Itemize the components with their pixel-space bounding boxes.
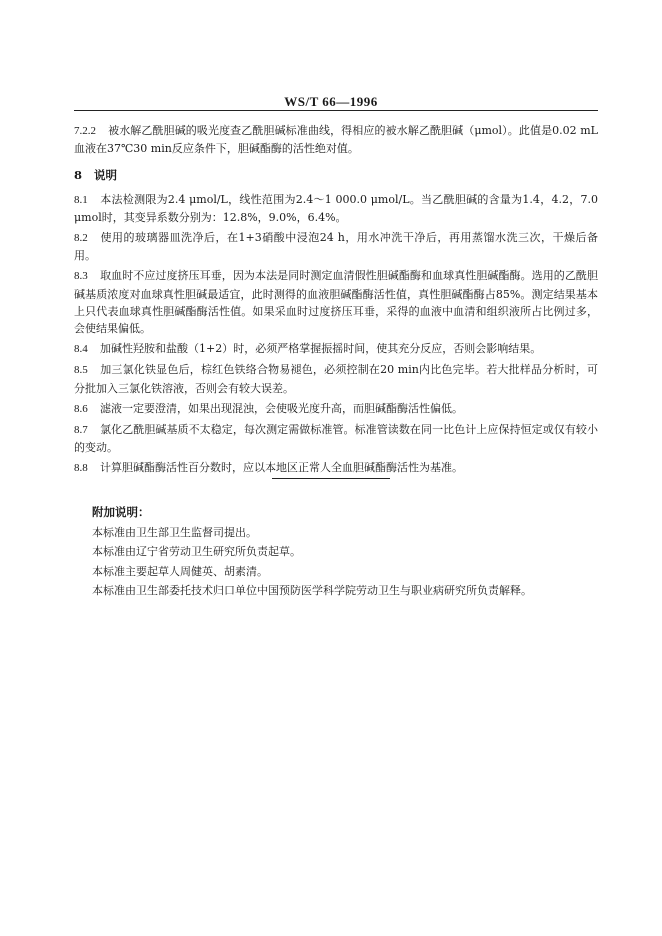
clause-8-2 [74, 229, 598, 264]
end-divider [272, 478, 390, 479]
document-body [74, 122, 598, 481]
appendix-notes [92, 503, 592, 601]
clause-text: 氯化乙酰胆碱基质不太稳定，每次测定需做标准管。标准管读数在同一比色计上应保持恒定或仅有较小的变动。 [74, 423, 598, 455]
clause-text: 计算胆碱酯酶活性百分数时，应以本地区正常人全血胆碱酯酶活性为基准。 [100, 461, 463, 475]
clause-number: 8.5 [74, 364, 88, 377]
clause-text: 被水解乙酰胆碱的吸光度查乙酰胆碱标准曲线，得相应的被水解乙酰胆碱（μmol）。此值是0.02 mL血液在37℃30 min反应条件下，胆碱酯酶的活性绝对值。 [74, 124, 598, 156]
clause-text: 取血时不应过度挤压耳垂，因为本法是同时测定血清假性胆碱酯酶和血球真性胆碱酯酶。选用的乙酰胆碱基质浓度对血球真性胆碱最适宜，此时测得的血液胆碱酯酶活性值，真性胆碱酯酶占85%。测定结果基本上只代表血球真性胆碱酯酶活性值。如果采血时过度挤压耳垂，采得的血液中血清和组织液所占比例过多，会使结果偏低。 [74, 269, 598, 336]
clause-number: 8.2 [74, 232, 88, 245]
clause-text: 本法检测限为2.4 μmol/L，线性范围为2.4～1 000.0 μmol/L。当乙酰胆碱的含量为1.4，4.2，7.0 μmol时，其变异系数分别为：12.8%，9.0%，6.4%。 [74, 192, 598, 224]
clause-8-7 [74, 421, 598, 456]
section-8-heading [74, 167, 598, 184]
clause-7-2-2 [74, 122, 598, 157]
clause-8-8 [74, 459, 598, 477]
appendix-line: 本标准主要起草人周健英、胡素清。 [92, 564, 268, 578]
appendix-line: 本标准由卫生部卫生监督司提出。 [92, 525, 257, 539]
clause-8-1 [74, 191, 598, 226]
appendix-line: 本标准由卫生部委托技术归口单位中国预防医学科学院劳动卫生与职业病研究所负责解释。 [92, 584, 532, 597]
header-rule [74, 110, 598, 111]
appendix-title: 附加说明： [92, 505, 150, 519]
clause-number: 8.7 [74, 424, 88, 437]
appendix-line: 本标准由辽宁省劳动卫生研究所负责起草。 [92, 545, 301, 558]
clause-text: 使用的玻璃器皿洗净后，在1+3硝酸中浸泡24 h，用水冲洗干净后，再用蒸馏水洗三次，干燥后备用。 [74, 231, 598, 263]
clause-8-3 [74, 267, 598, 337]
clause-number: 8.8 [74, 462, 88, 475]
section-number: 8 [74, 168, 83, 183]
standard-code-header: WS/T 66—1996 [284, 94, 378, 109]
clause-text: 加碱性羟胺和盐酸（1+2）时，必须严格掌握振摇时间，使其充分反应，否则会影响结果。 [100, 342, 542, 356]
clause-8-6 [74, 400, 598, 418]
clause-text: 加三氯化铁显色后，棕红色铁络合物易褪色，必须控制在20 min内比色完毕。若大批样品分析时，可分批加入三氯化铁溶液，否则会有较大误差。 [74, 363, 598, 395]
clause-text: 滤液一定要澄清，如果出现混浊，会使吸光度升高，而胆碱酯酶活性偏低。 [100, 401, 463, 415]
clause-number: 8.1 [74, 193, 88, 206]
clause-number: 8.6 [74, 402, 88, 415]
clause-number: 8.4 [74, 343, 88, 356]
clause-8-4 [74, 340, 598, 358]
section-title: 说明 [94, 168, 117, 183]
clause-number: 7.2.2 [74, 125, 96, 137]
clause-8-5 [74, 361, 598, 396]
clause-number: 8.3 [74, 270, 88, 283]
